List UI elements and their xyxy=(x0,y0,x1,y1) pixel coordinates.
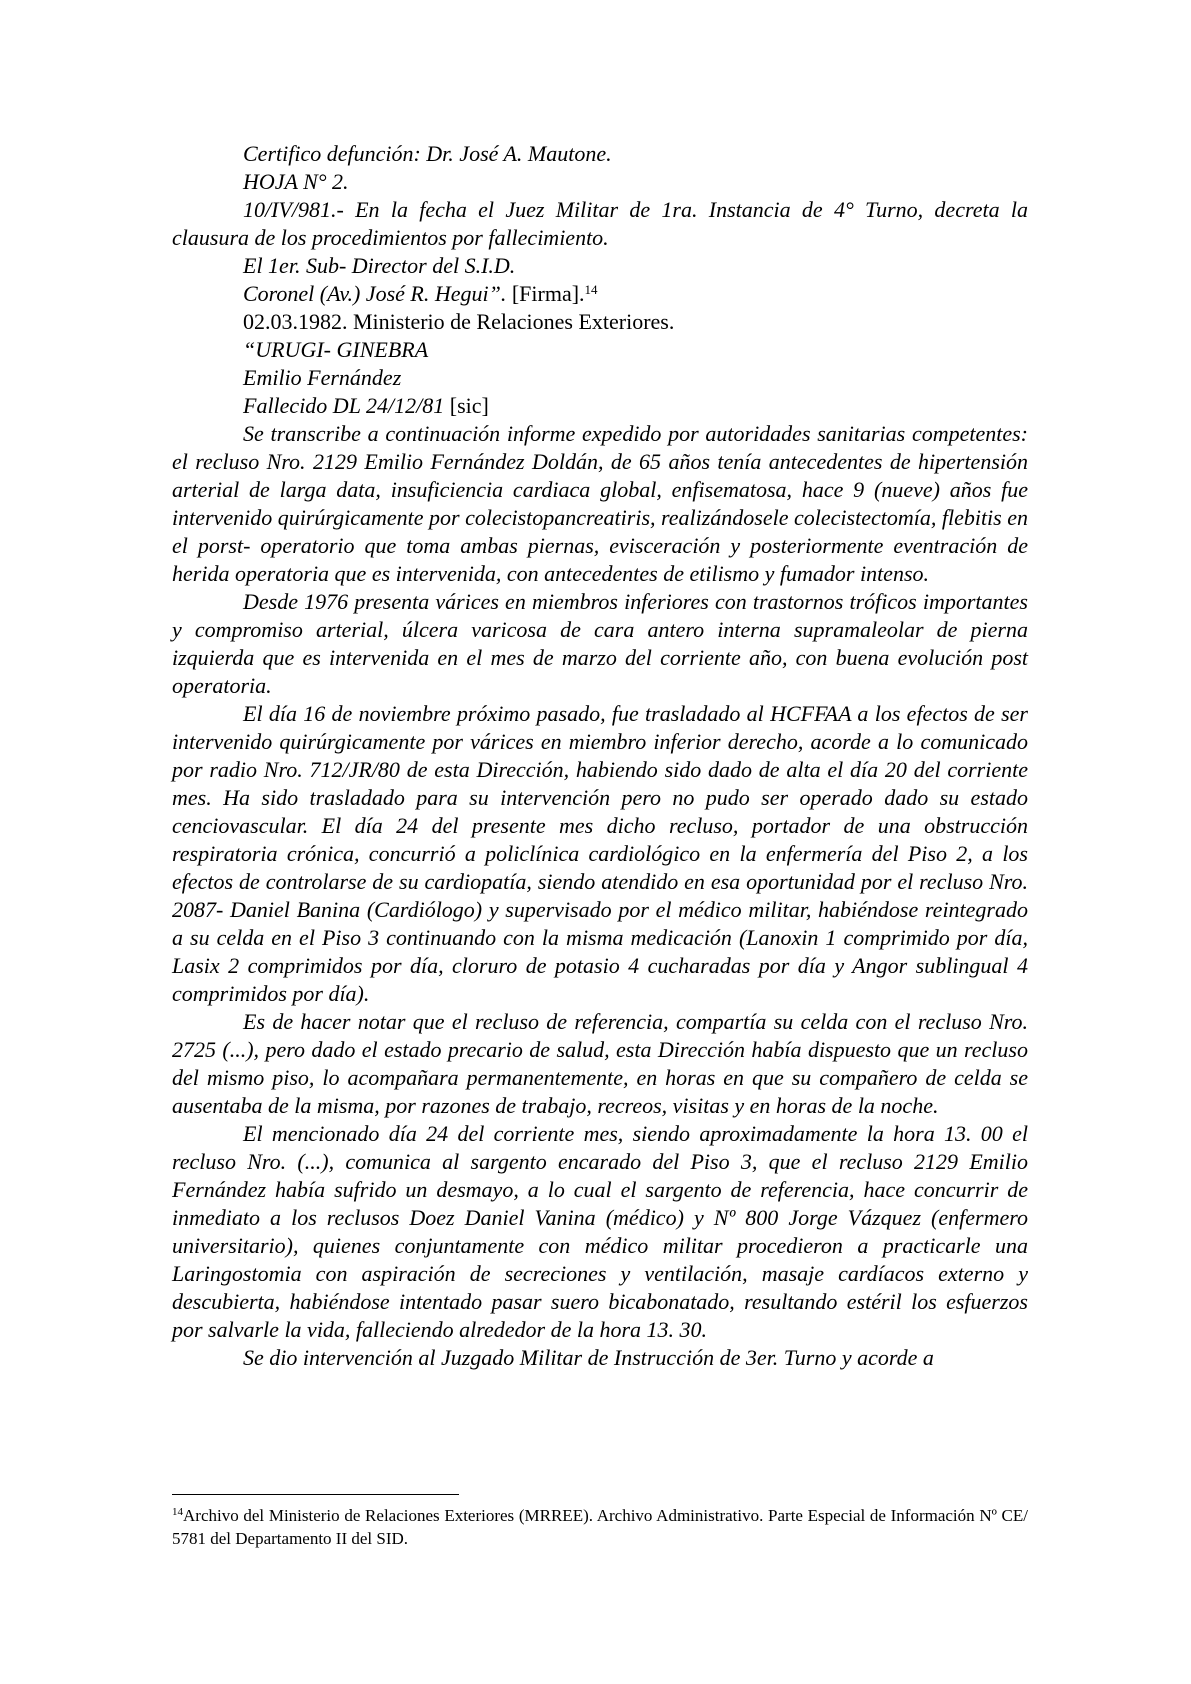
court-intervention-paragraph: Se dio intervención al Juzgado Militar de Instrucción de 3er. Turno y acorde a xyxy=(243,1345,934,1370)
death-date: Fallecido DL 24/12/81 xyxy=(243,393,445,418)
history-paragraph: Desde 1976 presenta várices en miembros inferiores con trastornos tróficos importantes y compromiso arterial, úlcera varicosa de cara antero interna supramaleolar de pierna izquierda que es intervenida en el mes de marzo del corriente año, con buena evolución post operatoria. xyxy=(172,589,1028,698)
signatory-name: Coronel (Av.) José R. Hegui”. xyxy=(243,281,507,306)
sub-director-line: El 1er. Sub- Director del S.I.D. xyxy=(243,253,516,278)
transfer-paragraph: El día 16 de noviembre próximo pasado, fue trasladado al HCFFAA a los efectos de ser intervenido quirúrgicamente por várices en miembro inferior derecho, acorde a lo comunicado por radio Nro. 712/JR/80 de esta Dirección, habiendo sido dado de alta el día 20 del corriente mes. Ha sido trasladado para su intervención pero no pudo ser operado dado su estado cenciovascular. El día 24 del presente mes dicho recluso, portador de una obstrucción respiratoria crónica, concurrió a policlínica cardiológico en la enfermería del Piso 2, a los efectos de controlarse de su cardiopatía, siendo atendido en esa oportunidad por el recluso Nro. 2087- Daniel Banina (Cardiólogo) y supervisado por el médico militar, habiéndose reintegrado a su celda en el Piso 3 continuando con la misma medicación (Lanoxin 1 comprimido por día, Lasix 2 comprimidos por día, cloruro de potasio 4 cucharadas por día y Angor sublingual 4 comprimidos por día). xyxy=(172,701,1028,1006)
cellmate-paragraph: Es de hacer notar que el recluso de referencia, compartía su celda con el recluso Nro. 2725 (...), pero dado el estado precario de salud, esta Dirección había dispuesto que un recluso del mismo piso, lo acompañara permanentemente, en horas en que su compañero de celda se ausentaba de la misma, por razones de trabajo, recreos, visitas y en horas de la noche. xyxy=(172,1009,1028,1118)
footnote-marker: 14 xyxy=(172,1506,183,1518)
person-name-line: Emilio Fernández xyxy=(243,365,402,390)
closure-decree-line: 10/IV/981.- En la fecha el Juez Militar de 1ra. Instancia de 4° Turno, decreta la clausura de los procedimientos por fallecimiento. xyxy=(172,197,1028,250)
signature-note: [Firma]. xyxy=(506,281,585,306)
signatory-line xyxy=(172,280,1028,308)
footnote xyxy=(172,1504,1028,1550)
death-date-line xyxy=(172,392,1028,420)
footnote-text: Archivo del Ministerio de Relaciones Exteriores (MRREE). Archivo Administrativo. Parte Especial de Información Nº CE/ 5781 del Departamento II del SID. xyxy=(172,1506,1028,1548)
footnote-reference: 14 xyxy=(584,282,598,297)
medical-report-paragraph: Se transcribe a continuación informe expedido por autoridades sanitarias competentes: el recluso Nro. 2129 Emilio Fernández Doldán, de 65 años tenía antecedentes de hipertensión arterial de larga data, insuficiencia cardiaca global, enfisematosa, hace 9 (nueve) años fue intervenido quirúrgicamente por colecistopancreatiris, realizándosele colecistectomía, flebitis en el porst- operatorio que toma ambas piernas, evisceración y posteriormente eventración de herida operatoria que es intervenida, con antecedentes de etilismo y fumador intenso. xyxy=(172,421,1028,586)
sic-note: [sic] xyxy=(444,393,489,418)
certificate-line: Certifico defunción: Dr. José A. Mautone. xyxy=(243,141,612,166)
document-body xyxy=(172,140,1028,1372)
death-event-paragraph: El mencionado día 24 del corriente mes, siendo aproximadamente la hora 13. 00 el recluso Nro. (...), comunica al sargento encarado del Piso 3, que el recluso 2129 Emilio Fernández había sufrido un desmayo, a lo cual el sargento de referencia, hace concurrir de inmediato a los reclusos Doez Daniel Vanina (médico) y Nº 800 Jorge Vázquez (enfermero universitario), quienes conjuntamente con médico militar procedieron a practicarle una Laringostomia con aspiración de secreciones y ventilación, masaje cardíacos externo y descubierta, habiéndose intentado pasar suero bicabonatado, resultando estéril los esfuerzos por salvarle la vida, falleciendo alrededor de la hora 13. 30. xyxy=(172,1121,1028,1342)
ministry-date-line: 02.03.1982. Ministerio de Relaciones Exteriores. xyxy=(243,309,675,334)
footnote-divider xyxy=(172,1494,459,1495)
destination-line: “URUGI- GINEBRA xyxy=(243,337,429,362)
sheet-number-line: HOJA N° 2. xyxy=(243,169,349,194)
